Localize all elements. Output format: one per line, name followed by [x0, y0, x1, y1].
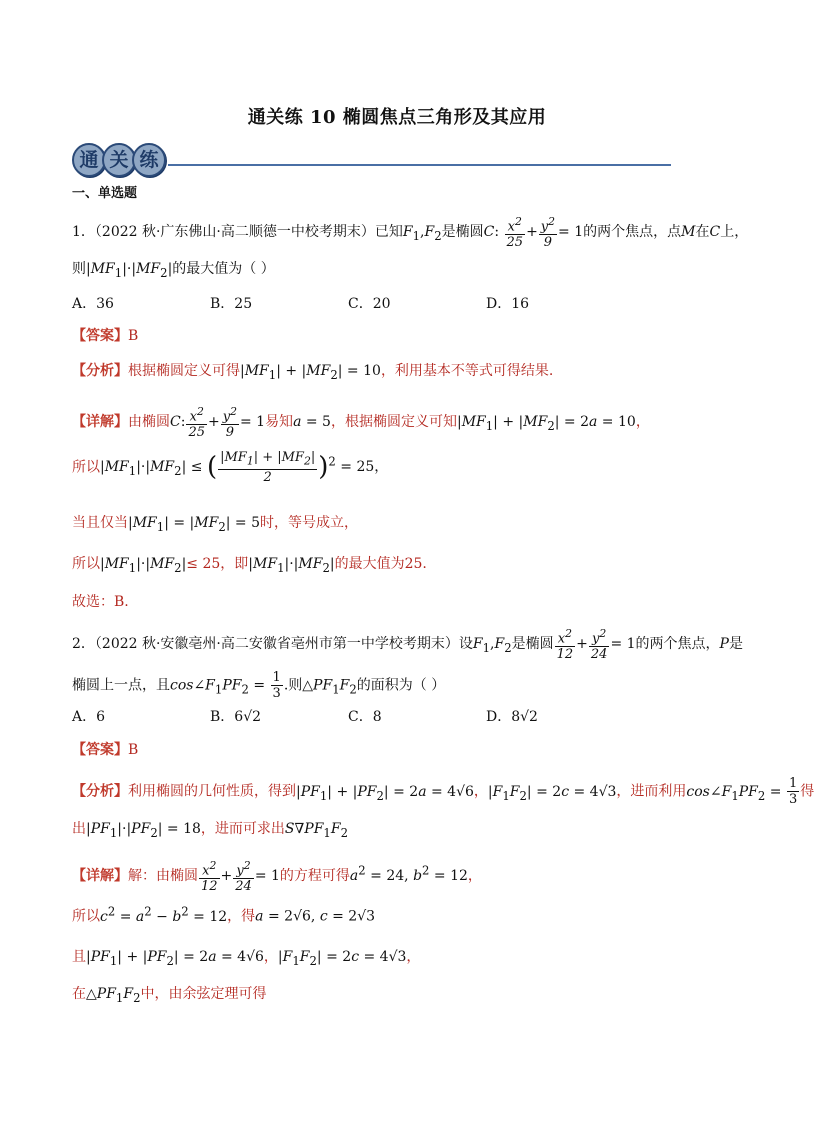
- q1-detail-line3: 当且仅当$|MF_1| = |MF_2| = 5$时，等号成立，: [72, 515, 359, 534]
- detail-text: = 25，: [340, 459, 389, 476]
- q1-detail-line4: 所以$|MF_1|\cdot|MF_2|\le 25$，即$|MF_1|\cdot|MF_2|$的最大值为25.: [72, 556, 427, 575]
- q1-stem-line2: 则$|MF_1|\cdot|MF_2|$的最大值为（ ）: [72, 261, 275, 280]
- analysis-text: 利用椭圆的几何性质，得到: [128, 783, 296, 800]
- q2-analysis-line2: 出$|PF_1|\cdot|PF_2| = 18$，进而可求出$S\nabla PF_1F_2$: [72, 821, 348, 840]
- detail-text: ，: [406, 949, 421, 965]
- q1-text: 的最大值为（ ）: [172, 261, 275, 277]
- q1-answer: [72, 325, 138, 345]
- analysis-text: ，进而可求出: [200, 821, 285, 837]
- detail-tag: 【详解】: [72, 414, 128, 431]
- q2-text: 的面积为（ ）: [356, 677, 446, 694]
- detail-text: 的方程可得: [279, 868, 350, 885]
- analysis-tag: 【分析】: [72, 783, 128, 800]
- detail-tag: 【详解】: [72, 868, 128, 885]
- q1-detail-line2: 所以$|MF_1|\cdot|MF_2|$ ≤ ( $\frac{|MF_1| + |MF_2|}{2}$ )$^2$ = 25，: [72, 450, 389, 485]
- q2-text: 2．（2022 秋·安徽亳州·高二安徽省亳州市第一中学校考期末）设: [72, 636, 473, 653]
- logo-char: 关: [102, 143, 136, 177]
- q2-detail-line3: 且$|PF_1| + |PF_2| = 2a = 4√6$，$|F_1F_2| = 2c = 4√3$，: [72, 949, 421, 968]
- q2-option-a: A．6: [72, 709, 106, 725]
- answer-value: B: [128, 328, 139, 344]
- q1-text: 则: [72, 261, 86, 277]
- q2-option-c: C．8: [348, 709, 382, 725]
- analysis-text: ，进而利用: [616, 783, 687, 800]
- detail-text: 的最大值为25.: [334, 556, 427, 572]
- analysis-text: 得: [800, 783, 814, 800]
- analysis-tag: 【分析】: [72, 363, 128, 379]
- q2-option-b: B．6√2: [210, 709, 262, 725]
- section-heading: 一、单选题: [72, 186, 138, 201]
- q1-text: 的两个焦点，点: [583, 224, 682, 241]
- q2-text: .则: [283, 677, 303, 694]
- detail-text: ，根据椭圆定义可知: [330, 414, 457, 431]
- q2-answer: [72, 739, 138, 759]
- q1-choose: 故选：B.: [72, 594, 129, 610]
- q1-text: 1．（2022 秋·广东佛山·高二顺德一中校考期末）已知: [72, 224, 403, 241]
- analysis-text: ，利用基本不等式可得结果.: [380, 363, 554, 379]
- q2-text: 椭圆上一点，且: [72, 677, 170, 694]
- detail-text: 解：由椭圆: [128, 868, 198, 885]
- q2-stem-line2: 椭圆上一点，且$\cos\angle F_1PF_2$ = $\frac{1}{3}$ .则$\triangle PF_1F_2$的面积为（ ）: [72, 670, 446, 701]
- q1-text: 是椭圆: [441, 224, 484, 241]
- q2-detail-line1: 【详解】解：由椭圆 $\frac{x^2}{12}$ + $\frac{y^2}{24}$ = 1的方程可得$a^2 = 24$, $b^2 = 12$，: [72, 859, 482, 895]
- detail-text: 所以: [72, 908, 100, 925]
- page-title: 通关练 10 椭圆焦点三角形及其应用: [247, 107, 547, 128]
- detail-text: 且: [72, 949, 86, 965]
- logo-char: 通: [72, 143, 106, 177]
- q1-detail-line1: 【详解】由椭圆C: $\frac{x^2}{25}$ + $\frac{y^2}{9}$ = 1易知a = 5，根据椭圆定义可知$|MF_1| + |MF_2| = 2a = 10$，: [72, 405, 650, 441]
- answer-value: B: [128, 742, 139, 758]
- fraction: $\frac{y^2}{9}$: [540, 215, 556, 251]
- detail-text: 时，等号成立，: [260, 515, 359, 531]
- detail-text: ≤ 25，即: [186, 556, 249, 572]
- q1-option-a: A．36: [72, 296, 114, 312]
- detail-text: ，得: [227, 908, 256, 925]
- q2-text: 的两个焦点，: [635, 636, 720, 653]
- q2-text: 是椭圆: [511, 636, 554, 653]
- q1-analysis: 【分析】根据椭圆定义可得$|MF_1| + |MF_2| = 10$，利用基本不等式可得结果.: [72, 363, 554, 382]
- q1-option-c: C．20: [348, 296, 391, 312]
- q2-analysis-line1: 【分析】利用椭圆的几何性质，得到$|PF_1| + |PF_2| = 2a = 4√6$，$|F_1F_2| = 2c = 4√3$，进而利用$\cos\angle F_1PF_2$ = $\frac{1}{3}$ 得: [72, 776, 814, 807]
- answer-tag: 【答案】: [72, 328, 128, 344]
- q2-text: 是: [728, 636, 743, 653]
- fraction: $\frac{x^2}{25}$: [506, 215, 524, 251]
- q2-detail-line2: 所以$c^2 = a^2 - b^2 = 12$，得a = 2√6, c = 2√3: [72, 904, 376, 925]
- detail-text: 当且仅当: [72, 515, 128, 531]
- analysis-text: 根据椭圆定义可得: [128, 363, 240, 379]
- q2-detail-line4: 在$\triangle PF_1F_2$中，由余弦定理可得: [72, 986, 267, 1005]
- detail-text: 在: [72, 986, 86, 1002]
- q1-text: 在: [695, 224, 710, 241]
- header-divider: [168, 164, 671, 166]
- answer-tag: 【答案】: [72, 742, 128, 758]
- q1-stem-line1: 1．（2022 秋·广东佛山·高二顺德一中校考期末）已知$F_1,F_2$是椭圆C: $\frac{x^2}{25}$ + $\frac{y^2}{9}$ = 1的两个焦点，点M在C上，: [72, 215, 749, 251]
- q2-option-d: D．8√2: [486, 709, 538, 725]
- q1-option-d: D．16: [486, 296, 530, 312]
- q1-text: 上，: [720, 224, 749, 241]
- detail-text: 由椭圆: [128, 414, 170, 431]
- q2-stem-line1: 2．（2022 秋·安徽亳州·高二安徽省亳州市第一中学校考期末）设$F_1,F_2$是椭圆 $\frac{x^2}{12}$ + $\frac{y^2}{24}$ = 1的两个焦点，P是: [72, 627, 743, 663]
- q1-option-b: B．25: [210, 296, 253, 312]
- logo-char: 练: [132, 143, 166, 177]
- logo: [72, 143, 162, 177]
- detail-text: 所以: [72, 556, 100, 572]
- detail-text: 中，由余弦定理可得: [140, 986, 267, 1002]
- detail-text: 所以: [72, 459, 100, 476]
- detail-text: 易知: [265, 414, 294, 431]
- analysis-text: 出: [72, 821, 86, 837]
